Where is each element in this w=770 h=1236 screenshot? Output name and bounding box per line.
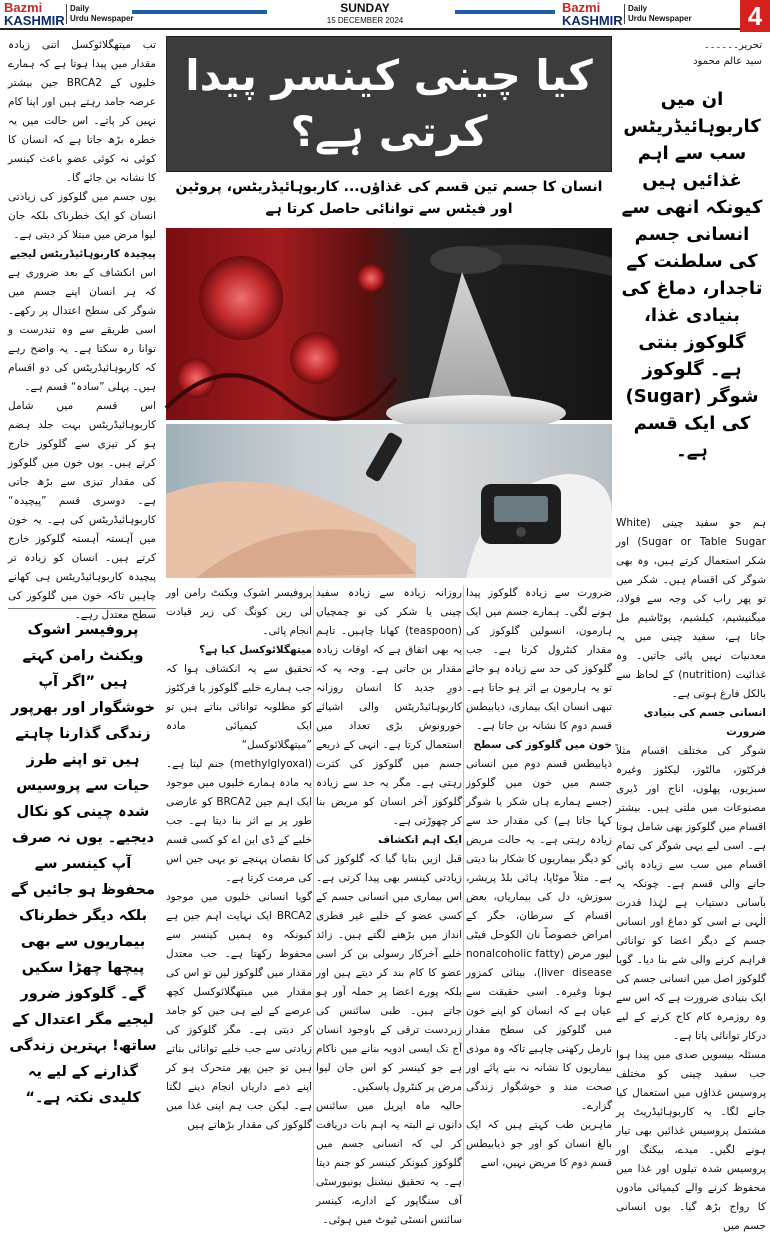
daily-line1: Daily bbox=[628, 4, 648, 13]
glucometer-image bbox=[166, 424, 612, 578]
intro-text: ان میں کاربوہائیڈریٹس سب سے اہم غذائیں ہیں کیونکہ انھی سے انسانی جسم کی سلطنت کے تاجدار، دماغ کی بنیادی غذا، گلوکوز بنتی ہے۔ گلوکوز شوگر (Sugar) کی ایک قسم ہے۔ bbox=[621, 89, 763, 461]
subheading: پیچیدہ کاربوہائیڈریٹس لیجیے bbox=[10, 248, 156, 260]
daily-line2: Urdu Newspaper bbox=[628, 14, 692, 23]
brand-top: Bazmi bbox=[562, 0, 601, 15]
page-header bbox=[0, 0, 770, 30]
paragraph: روزانہ زیادہ سے زیادہ سفید چینی یا شکر کی نو چمچیاں (teaspoon) کھانا چاہیں۔ تاہم یہ بھی اتفاق ہے کہ اوقات زیادہ مقدار بن جاتی ہے۔ وجہ یہ کہ دورِ جدید کا انسان روزانہ کاربوہائیڈریٹس والی اشیائے خورونوش بڑی تعداد میں استعمال کرتا ہے۔ انہی کے ذریعے جسم میں گلوکوز کی کثرت رہتی ہے۔ مگر یہ حد سے زیادہ گلوکوز آخر انسان کو مریض بنا کر چھوڑتی ہے۔ bbox=[316, 587, 462, 827]
daily-tag-right bbox=[624, 4, 692, 24]
brand-top: Bazmi bbox=[4, 0, 43, 15]
brand-bottom: KASHMIR bbox=[4, 13, 65, 28]
headline: کیا چینی کینسر پیدا کرتی ہے؟ bbox=[185, 51, 593, 156]
left-column bbox=[8, 36, 156, 625]
paragraph: اس انکشاف کے بعد ضروری ہے کہ ہر انسان اپنے جسم میں شوگر کی سطح اعتدال پر رکھے۔ اسی طریقے سے وہ تندرست و توانا رہ سکتا ہے۔ یہ واضح رہے کہ کاربوہائیڈریٹس کی دو اقسام ہیں۔ پہلی ”سادہ“ قسم ہے۔ bbox=[8, 267, 156, 393]
glucose-test-photo bbox=[166, 424, 612, 578]
brand-bottom: KASHMIR bbox=[562, 13, 623, 28]
right-column bbox=[616, 514, 766, 1236]
paragraph: یوں جسم میں گلوکوز کی زیادتی انسان کو ایک خطرناک بلکہ جان لیوا مرض میں مبتلا کر دیتی ہے۔ bbox=[8, 191, 156, 241]
paragraph: مسئلہ بیسویں صدی میں پیدا ہوا جب سفید چینی کو مختلف پروسیس غذاؤں میں استعمال کیا جانے لگا۔ یہ کاربوہائیڈریٹ پر مشتمل پروسیس غذائیں بھی تیار ہونے لگیں۔ میدے، بیکنگ اور پروسیس شدہ تیلوں اور غذا میں محفوظ کرنے والے کیمیائی مادوں کا رواج بڑھ گیا۔ یوں انسانی جسم میں bbox=[616, 1049, 766, 1232]
daily-tag bbox=[66, 4, 134, 24]
divider bbox=[8, 608, 156, 609]
daily-line1: Daily bbox=[70, 4, 90, 13]
subheading: میتھگلائوکسل کیا ہے؟ bbox=[199, 644, 312, 656]
paragraph: تب میتھگلائوکسل اتنی زیادہ مقدار میں پیدا ہوتا ہے کہ ہمارے خلیوں کے BRCA2 جین بیشتر عرصہ جامد رہتے ہیں اور اپنا کام نہیں کر پاتے۔ اس حالت میں یہ خطرہ بڑھ جاتا ہے کہ انسان کا کوئی نہ کوئی عضو باعث کینسر کا نشانہ بن جائے گا۔ bbox=[8, 39, 156, 184]
cancer-and-sugar-photo bbox=[166, 228, 612, 420]
header-accent-bar bbox=[455, 10, 555, 14]
text-column bbox=[166, 584, 312, 1135]
paragraph: ضرورت سے زیادہ گلوکوز پیدا ہونے لگی۔ ہمارے جسم میں ایک ہارمون، انسولین گلوکوز کی مقدار کنٹرول کرتا ہے۔ جب گلوکوز کی حد سے زیادہ ہو جائے تو یہ ہارمون بے اثر ہو جاتا ہے۔ تبھی انسان ایک بیماری، ذیابیطس قسم دوم کا نشانہ بن جاتا ہے۔ bbox=[466, 587, 612, 732]
paragraph: اس قسم میں شامل کاربوہائیڈریٹس بہت جلد ہضم ہو کر تیزی سے گلوکوز خارج کرتے ہیں۔ یوں خون میں گلوکوز کی مقدار تیزی سے بڑھ جاتی ہے۔ دوسری قسم ”پیچیدہ“ کاربوہائیڈریٹس کی ہے۔ یہ خون میں آہستہ آہستہ گلوکوز خارج کرتے ہیں۔ انسان کو زیادہ تر پیچیدہ کاربوہائیڈریٹس ہی کھانے چاہیں تاکہ خون میں گلوکوز کی سطح معتدل رہے۔ bbox=[8, 400, 156, 621]
issue-date: 15 DECEMBER 2024 bbox=[326, 16, 404, 25]
issue-day: SUNDAY bbox=[340, 1, 390, 15]
paragraph: گویا انسانی خلیوں میں موجود BRCA2 ایک نہایت اہم جین ہے کیونکہ وہ ہمیں کینسر سے محفوظ رکھتا ہے۔ جب معتدل مقدار میں گلوکوز لیں تو اس کی مقدار میں میتھگلائوکسل کچھ عرصے کے لیے ہی جین کو جامد کر دیتی ہے۔ مگر گلوکوز کی زیادتی سے جب خلیے توانائی بناتے ہیں تو جین پھر متحرک ہو کر اپنے ذمے داریاں انجام دینے لگتا ہے۔ لیکن جب ہم اپنی غذا میں گلوکوز کی مقدار بڑھاتے ہیں bbox=[166, 891, 312, 1131]
paragraph: ذیابیطس قسم دوم میں انسانی جسم میں خون میں گلوکوز (جسے ہمارے ہاں شکر یا شوگر کہا جاتا ہے) کی مقدار حد سے زیادہ رہتی ہے۔ یہ حالت مریض کو دیگر بیماریوں کا شکار بنا دیتی ہے۔ مثلاً موٹاپا، ہائی بلڈ پریشر، سوزش، دل کی بیماریاں، بعض اقسام کے سرطان، جگر کے امراض خصوصاً نان الکوحل فیٹی لیور مرض (nonalcoholic fatty liver disease)، بینائی کمزور ہونا وغیرہ۔ اسی حقیقت سے عیاں ہے کہ انسان کو اپنے خون میں گلوکوز کی سطح مقدار نارمل رکھنی چاہیے تاکہ وہ موذی بیماریوں کا نشانہ نہ بنے پائے اور صحت مند و خوشگوار زندگی گزارے۔ bbox=[465, 758, 613, 1112]
subheading: انسانی جسم کی بنیادی ضرورت bbox=[643, 707, 766, 738]
paragraph: ہم جو سفید چینی (White Sugar or Table Sugar) اور شکر استعمال کرتے ہیں، وہ بھی شوگر کی اقسام ہیں۔ شکر میں تو پھر راب کی وجہ سے فولاد، میگنیشیم، کیلشیم، پوٹاشیم مل جاتا ہے، سفید چینی میں یہ معدنیات نہیں پائی جاتیں۔ وہ غذائیت (nutrition) کے لحاظ سے بالکل فارغ ہوتی ہے۔ bbox=[616, 517, 766, 700]
pull-quote: پروفیسر اشوک ویکنٹ رامن کہتے ہیں ”اگر آپ خوشگوار اور بھرپور زندگی گذارنا چاہتے ہیں تو اپنے طرز حیات سے پروسیس شدہ چینی کو نکال دیجیے۔ یوں نہ صرف آپ کینسر سے محفوظ ہو جائیں گے بلکہ دیگر خطرناک بیماریوں سے بھی پیچھا چھڑا سکیں گے۔ گلوکوز ضرور لیجیے مگر اعتدال کے ساتھ! بہترین زندگی گذارنے کے لیے یہ کلیدی نکتہ ہے۔“ bbox=[9, 622, 157, 1106]
author-name: سید عالم محمود bbox=[693, 56, 762, 67]
header-accent-bar bbox=[132, 10, 267, 14]
paragraph: پروفیسر اشوک ویکنٹ رامن اور لی رین کونگ کی زیر قیادت انجام پائی۔ bbox=[166, 587, 312, 637]
text-column bbox=[466, 584, 612, 1173]
paragraph: ماہرین طب کہتے ہیں کہ ایک بالغ انسان کو اور جو ذیابیطس قسم دوم کا مریض نہیں، اسے bbox=[466, 1119, 612, 1169]
headline-box bbox=[166, 36, 612, 172]
column-divider bbox=[313, 586, 314, 1186]
byline bbox=[620, 38, 762, 70]
page-number: 4 bbox=[740, 0, 770, 32]
masthead-logo-right bbox=[562, 2, 623, 27]
masthead-logo bbox=[4, 2, 65, 27]
sugar-spoon-image bbox=[166, 228, 612, 420]
paragraph: تحقیق سے یہ انکشاف ہوا کہ جب ہمارے خلیے گلوکوز یا فرکٹوز کو مطلوبہ توانائی بناتے ہیں تو ایک کیمیائی مادہ ”میتھگلائوکسل“ (methylglyoxal) جنم لیتا ہے۔ یہ مادہ ہمارے خلیوں میں موجود ایک اہم جین BRCA2 کو عارضی طور پر بے اثر بنا دیتا ہے۔ جب خلیے کے ڈی این اے کو کسی قسم کا نقصان پہنچے تو یہی جین اس کی مرمت کرتا ہے۔ bbox=[166, 663, 312, 884]
byline-label: تحریر۔۔۔۔۔۔ bbox=[703, 40, 762, 51]
subheading: ایک اہم انکشاف bbox=[377, 834, 462, 846]
column-divider bbox=[463, 586, 464, 1186]
text-column bbox=[316, 584, 462, 1230]
daily-line2: Urdu Newspaper bbox=[70, 14, 134, 23]
paragraph: شوگر کی مختلف اقسام مثلاً فرکٹوز، مالٹوز، لیکٹوز وغیرہ سبزیوں، پھلوں، اناج اور ڈیری مصنوعات میں ملتی ہیں۔ بیشتر اقسام میں گلوکوز بھی شامل ہوتا ہے۔ اسی لیے یہی شوگر کی تمام اقسام میں سب سے زیادہ پائی جانے والی قسم ہے۔ چونکہ یہ بآسانی دستیاب ہے لہٰذا قدرت الٰہی نے اسی کو دماغ اور انسانی جسم کے دیگر اعضا کو توانائی فراہم کرنے والی شے بنا دیا۔ گویا گلوکوز اصل میں انسانی جسم کی ایک بنیادی ضرورت ہے کہ اس سے وہ روزمرہ کام کاج کرنے کے لیے درکار توانائی پاتا ہے۔ bbox=[616, 745, 766, 1042]
deck: انسان کا جسم تین قسم کی غذاؤں... کاربوہائیڈریٹس، پروٹین اور فیٹس سے توانائی حاصل کرتا ہے bbox=[175, 179, 603, 217]
paragraph: قبل ازیں بتایا گیا کہ گلوکوز کی زیادتی کینسر بھی پیدا کرتی ہے۔ اس بیماری میں انسانی جسم کے کسی عضو کے خلیے غیر فطری انداز میں بڑھنے لگتے ہیں۔ زائد خلیے آخرکار رسولی بن کر اسی عضو کا کام بند کر دیتے ہیں اور بلکہ پورے اعضا پر حملہ آور ہو جاتے ہیں۔ طبی سائنس کی زبردست ترقی کے باوجود انسان آج تک ایسی ادویہ بنانے میں ناکام ہے جو کینسر کو اس جان لیوا مرض پر کنٹرول پاسکیں۔ bbox=[316, 853, 462, 1093]
paragraph: حالیہ ماہ اپریل میں سائنس دانوں نے البتہ یہ اہم بات دریافت کر لی کہ انسانی جسم میں گلوکوز کیونکر کینسر کو جنم دیتا ہے۔ یہ تحقیق نیشنل یونیورسٹی آف سنگاپور کے ادارے، کینسر سائنس انسٹی ٹیوٹ میں ہوئی۔ bbox=[316, 1100, 462, 1226]
subheading: خون میں گلوکوز کی سطح bbox=[473, 739, 612, 751]
